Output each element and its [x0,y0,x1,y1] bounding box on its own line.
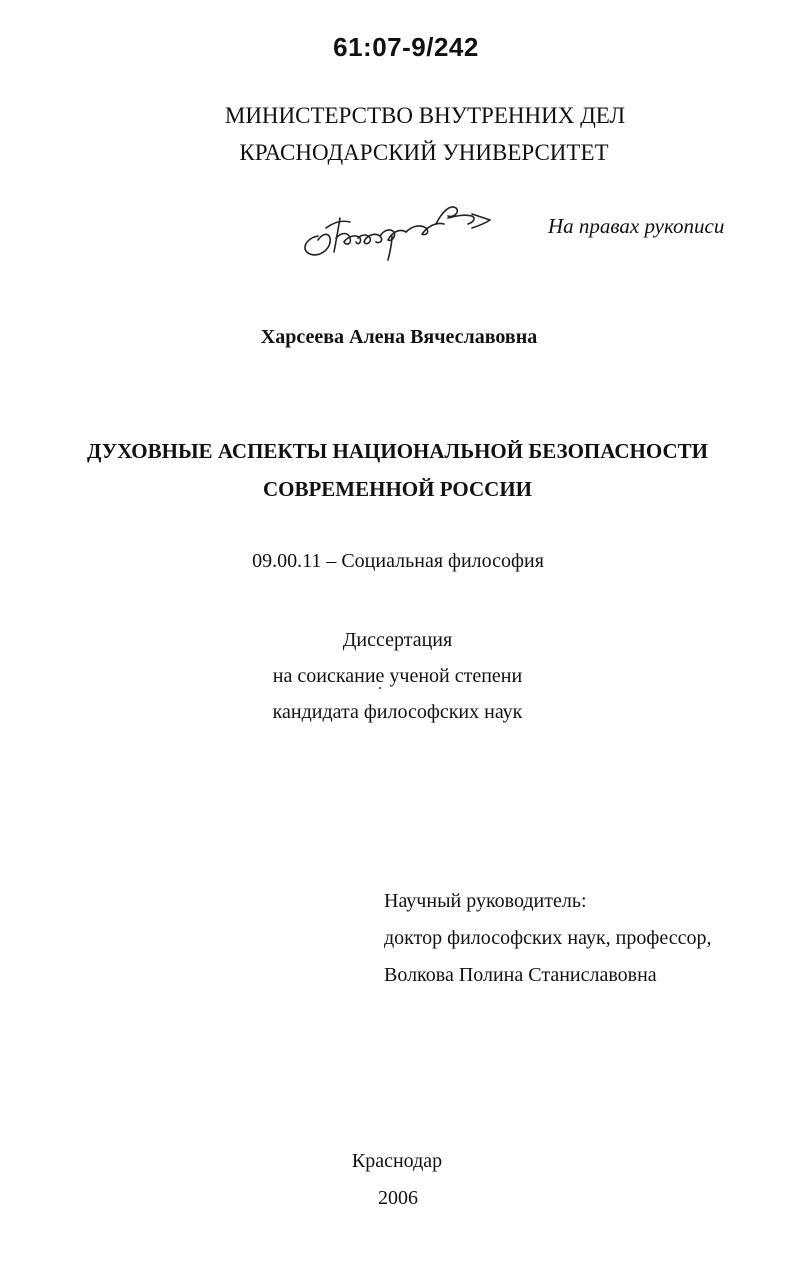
specialty-code: 09.00.11 – Социальная философия [252,550,544,572]
dissertation-title-line: СОВРЕМЕННОЙ РОССИИ [262,477,533,501]
city: Краснодар [351,1150,443,1172]
paper-speck [379,687,381,689]
advisor-line: Волкова Полина Станиславовна [384,964,657,986]
degree-statement-line: Диссертация [342,629,453,651]
author-name: Харсеева Алена Вячеславовна [260,326,538,348]
rights-note: На правах рукописи [548,214,725,238]
advisor-line: доктор философских наук, профессор, [384,927,712,949]
ministry-heading: МИНИСТЕРСТВО ВНУТРЕННИХ ДЕЛ [224,103,626,128]
degree-statement-line: кандидата философских наук [272,701,523,723]
handwritten-signature [296,192,496,264]
advisor-line: Научный руководитель: [384,890,587,912]
shelfmark-stamp: 61:07-9/242 [333,32,479,62]
university-heading: КРАСНОДАРСКИЙ УНИВЕРСИТЕТ [239,140,609,165]
dissertation-title-line: ДУХОВНЫЕ АСПЕКТЫ НАЦИОНАЛЬНОЙ БЕЗОПАСНОСТИ [87,439,708,463]
degree-statement-line: на соискание ученой степени [272,665,523,687]
year: 2006 [378,1187,418,1209]
